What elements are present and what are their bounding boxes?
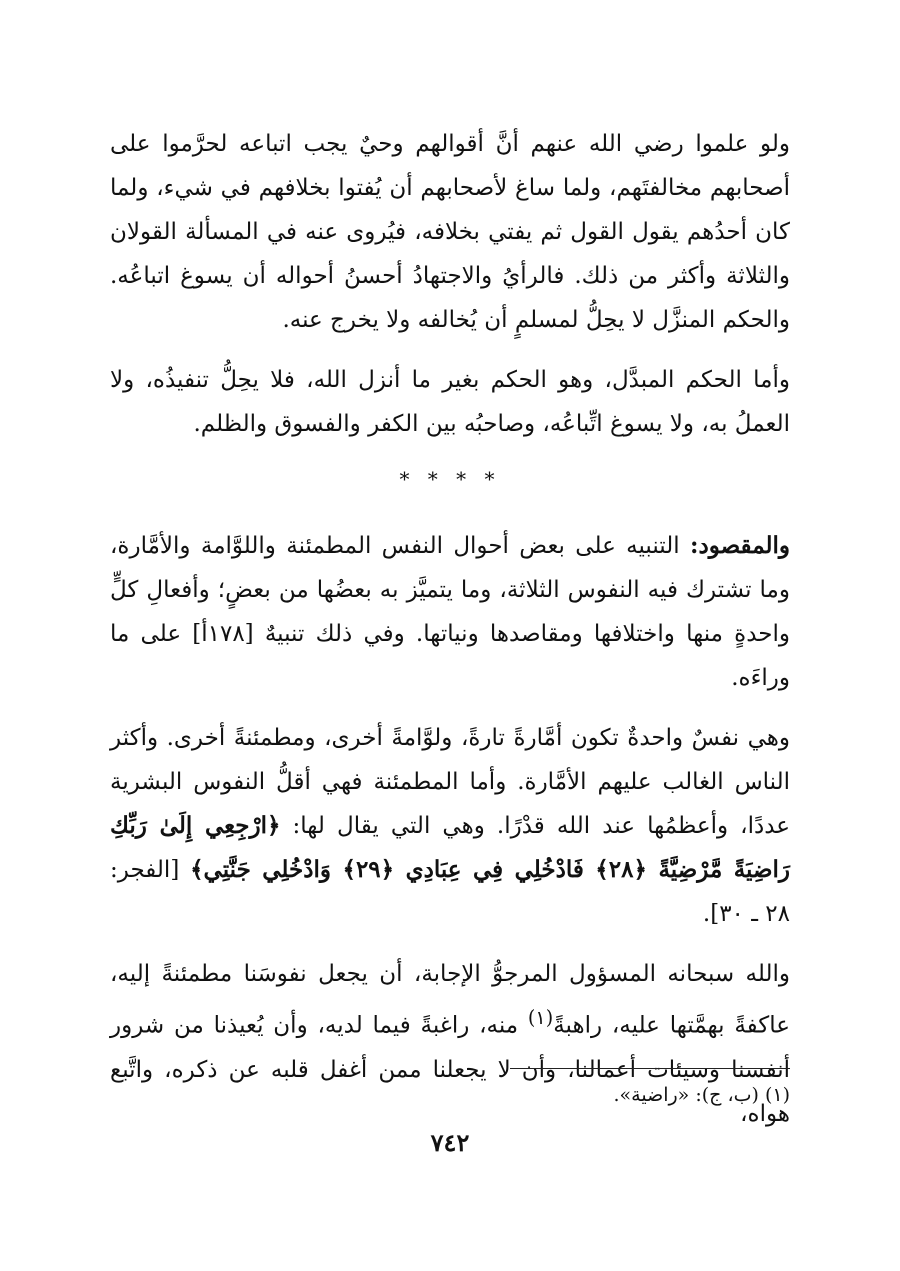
paragraph-5-continuation: منه، راغبةً فيما لديه، وأن يُعيذنا من شرور أنفسنا وسيئات أعمالنا، وأن لا يجعلنا ممن أغفل قلبه عن ذكره، واتَّبع هواه،: [110, 1012, 790, 1127]
footnote-divider: [510, 1068, 790, 1069]
page-number: ٧٤٢: [430, 1128, 470, 1157]
quran-citation: [الفجر: ٢٨ ـ ٣٠].: [110, 857, 790, 927]
paragraph-1: [110, 122, 790, 342]
quran-verse: ﴿ارْجِعِي إِلَىٰ رَبِّكِ رَاضِيَةً مَّرْضِيَّةً ﴿٢٨﴾ فَادْخُلِي فِي عِبَادِي ﴿٢٩﴾ وَادْخُلِي جَنَّتِي﴾: [110, 812, 791, 883]
paragraph-2-text: وأما الحكم المبدَّل، وهو الحكم بغير ما أنزل الله، فلا يحِلُّ تنفيذُه، ولا العملُ به، ولا يسوغ اتِّباعُه، وصاحبُه بين الكفر والفسوق والظلم.: [110, 367, 790, 437]
page-body: [110, 122, 790, 1152]
paragraph-3: [110, 524, 790, 700]
section-separator: * * * *: [399, 467, 501, 491]
paragraph-3-text: التنبيه على بعض أحوال النفس المطمئنة واللوَّامة والأمَّارة، وما تشترك فيه النفوس الثلاثة، وما يتميَّز به بعضُها من بعضٍ؛ وأفعالِ كلٍّ واحدةٍ منها واختلافها ومقاصدها ونياتها. وفي ذلك تنبيهٌ [١٧٨أ] على ما وراءَه.: [110, 533, 790, 691]
footnote-marker: (١): [527, 1006, 554, 1029]
paragraph-4: [110, 716, 790, 936]
footnote: (١) (ب، ج): «راضية».: [613, 1084, 790, 1106]
paragraph-1-text: ولو علموا رضي الله عنهم أنَّ أقوالهم وحيٌ يجب اتباعه لحرَّموا على أصحابهم مخالفتَهم، ولما ساغ لأصحابهم أن يُفتوا بخلافهم في شيء، ولما كان أحدُهم يقول القول ثم يفتي بخلافه، فيُروى عنه في المسألة القولان والثلاثة وأكثر من ذلك. فالرأيُ والاجتهادُ أحسنُ أحواله أن يسوغ اتباعُه. والحكم المنزَّل لا يحِلُّ لمسلمٍ أن يُخالفه ولا يخرج عنه.: [110, 131, 790, 333]
paragraph-4-text: وهي نفسٌ واحدةٌ تكون أمَّارةً تارةً، ولوَّامةً أخرى، ومطمئنةً أخرى. وأكثر الناس الغالب عليهم الأمَّارة. وأما المطمئنة فهي أقلُّ النفوس البشرية عددًا، وأعظمُها عند الله قدْرًا. وهي التي يقال لها:: [110, 725, 790, 839]
paragraph-5-text: والله سبحانه المسؤول المرجوُّ الإجابة، أن يجعل نفوسَنا مطمئنةً إليه، عاكفةً بهمَّتها عليه، راهبةً: [110, 961, 790, 1039]
paragraph-2: [110, 358, 790, 446]
paragraph-3-lead: والمقصود:: [690, 532, 790, 559]
